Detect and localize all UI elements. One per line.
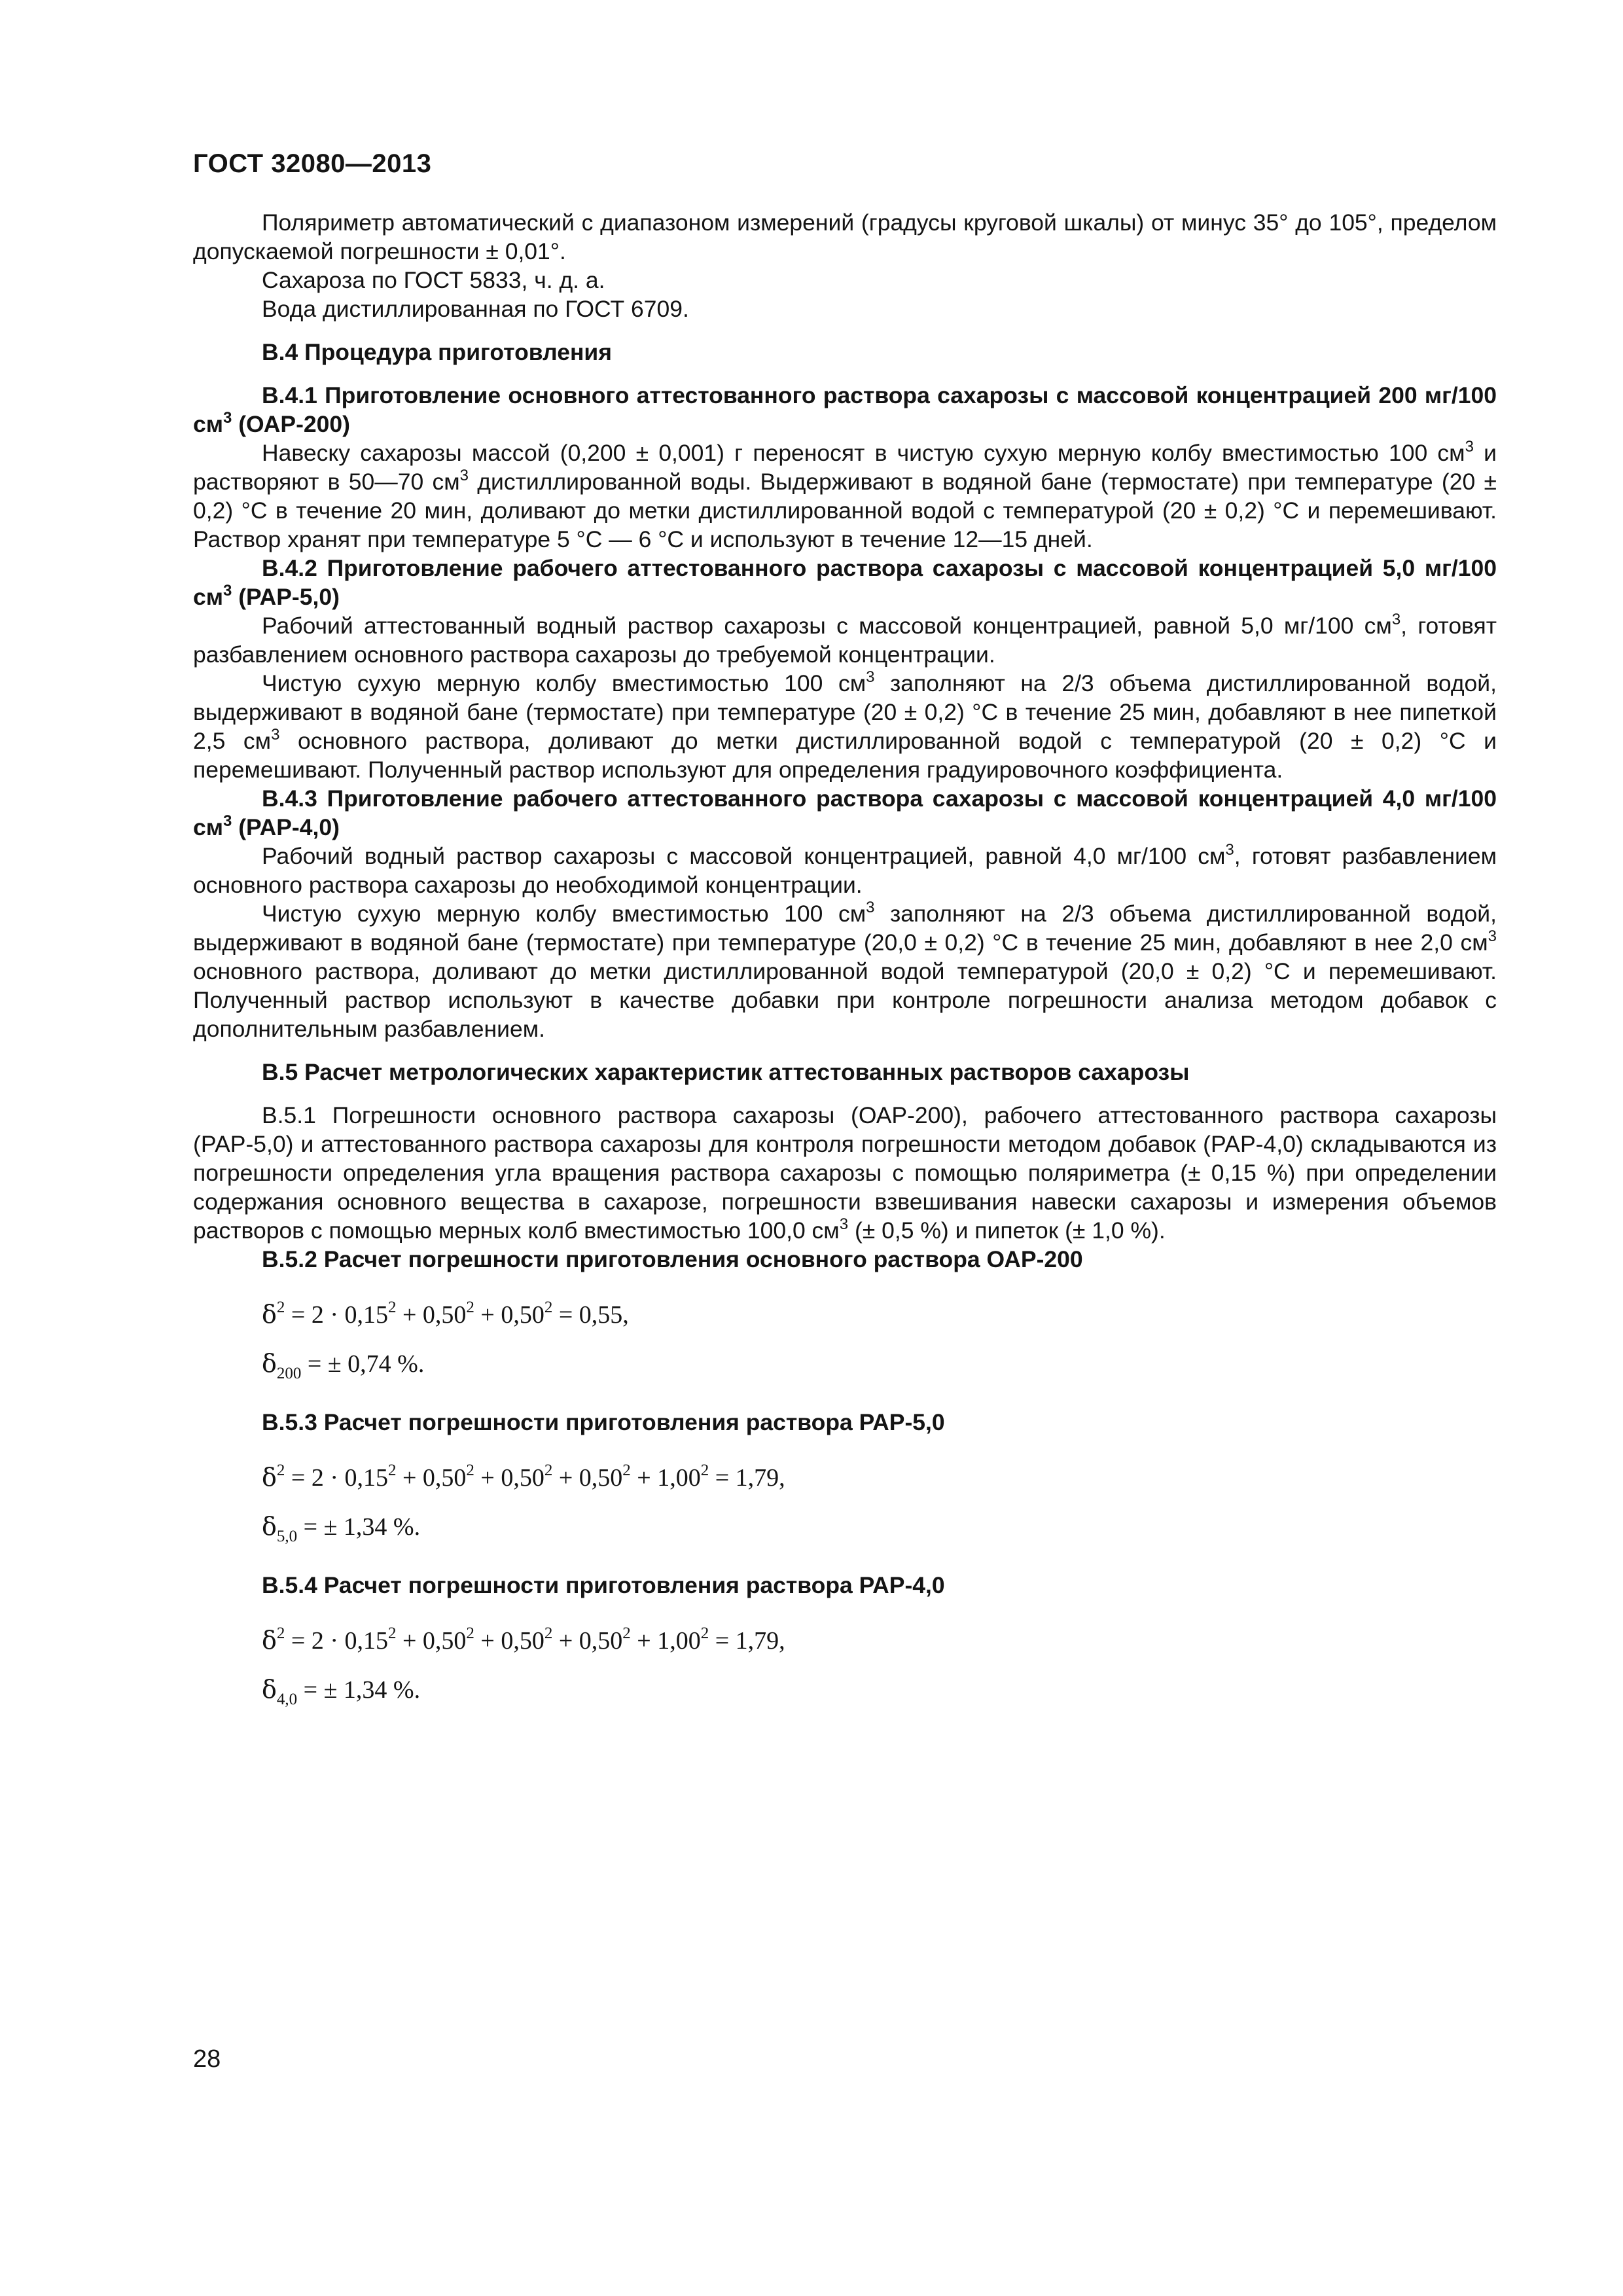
formula-b52-delta-squared: $\delta^2 = 2 \cdot 0,15^2 + 0,50^2 + 0,50^2 = 0,55$,: [262, 1299, 629, 1329]
paragraph-b42-2: Чистую сухую мерную колбу вместимостью 100 $см^3$ заполняют на 2/3 объема дистиллированной водой, выдерживают в водяной бане (термостате) при температуре (20 ± 0,2) °С в течение 25 мин, добавляют в нее пипеткой 2,5 $см^3$ основного раствора, доливают до метки дистиллированной водой с температурой (20 ± 0,2) °С и перемешивают. Полученный раствор используют для определения градуировочного коэффициента.: [193, 668, 1497, 783]
subsection-title-b42: В.4.2 Приготовление рабочего аттестованного раствора сахарозы с массовой концентрацией 5,0 мг/100 $см^3$ (РАР-5,0): [193, 555, 1497, 610]
document-body: [193, 208, 1497, 1708]
subsection-title-b52: В.5.2 Расчет погрешности приготовления основного раствора ОАР-200: [262, 1246, 1083, 1272]
document-header: ГОСТ 32080—2013: [193, 149, 432, 178]
section-title-b5: В.5 Расчет метрологических характеристик аттестованных растворов сахарозы: [262, 1059, 1190, 1085]
page-number: 28: [193, 2045, 221, 2073]
paragraph-b43-1: Рабочий водный раствор сахарозы с массовой концентрацией, равной 4,0 мг/100 $см^3$, готовят разбавлением основного раствора сахарозы до необходимой концентрации.: [193, 841, 1497, 898]
subsection-title-b53: В.5.3 Расчет погрешности приготовления раствора РАР-5,0: [262, 1409, 945, 1435]
formula-b53-delta-squared: $\delta^2 = 2 \cdot 0,15^2 + 0,50^2 + 0,50^2 + 0,50^2 + 1,00^2 = 1,79$,: [262, 1462, 785, 1492]
section-title-b4: В.4 Процедура приготовления: [262, 339, 612, 365]
subsection-title-b54: В.5.4 Расчет погрешности приготовления раствора РАР-4,0: [262, 1572, 945, 1598]
paragraph-b43-2: Чистую сухую мерную колбу вместимостью 100 $см^3$ заполняют на 2/3 объема дистиллированной водой, выдерживают в водяной бане (термостате) при температуре (20,0 ± 0,2) °С в течение 25 мин, добавляют в нее 2,0 $см^3$ основного раствора, доливают до метки дистиллированной водой температурой (20,0 ± 0,2) °С и перемешивают. Полученный раствор используют в качестве добавки при контроле погрешности анализа методом добавок с дополнительным разбавлением.: [193, 899, 1497, 1042]
paragraph-sucrose: Сахароза по ГОСТ 5833, ч. д. а.: [262, 267, 605, 293]
paragraph-b42-1: Рабочий аттестованный водный раствор сахарозы с массовой концентрацией, равной 5,0 мг/100 $см^3$, готовят разбавлением основного раствора сахарозы до требуемой концентрации.: [193, 611, 1497, 668]
paragraph-polarimeter: Поляриметр автоматический с диапазоном измерений (градусы круговой шкалы) от минус 35° до 105°, пределом допускаемой погрешности ± 0,01°.: [193, 209, 1497, 264]
formula-b54-delta-squared: $\delta^2 = 2 \cdot 0,15^2 + 0,50^2 + 0,50^2 + 0,50^2 + 1,00^2 = 1,79$,: [262, 1624, 785, 1655]
formula-b52-delta-value: $\delta_{200}$ = ± 0,74 %.: [262, 1349, 425, 1382]
paragraph-b41-1: Навеску сахарозы массой (0,200 ± 0,001) г переносят в чистую сухую мерную колбу вместимостью 100 $см^3$ и растворяют в 50—70 $см^3$ дистиллированной воды. Выдерживают в водяной бане (термостате) при температуре (20 ± 0,2) °С в течение 20 мин, доливают до метки дистиллированной водой с температурой (20 ± 0,2) °С и перемешивают. Раствор хранят при температуре 5 °С — 6 °С и используют в течение 12—15 дней.: [193, 438, 1497, 552]
paragraph-water: Вода дистиллированная по ГОСТ 6709.: [262, 296, 689, 322]
formula-b53-delta-value: $\delta_{5,0}$ = ± 1,34 %.: [262, 1512, 421, 1545]
paragraph-b51: В.5.1 Погрешности основного раствора сахарозы (ОАР-200), рабочего аттестованного раствора сахарозы (РАР-5,0) и аттестованного раствора сахарозы для контроля погрешности методом добавок (РАР-4,0) складываются из погрешности определения угла вращения раствора сахарозы с помощью поляриметра (± 0,15 %) при определении содержания основного вещества в сахарозе, погрешности взвешивания навески сахарозы и измерения объемов растворов с помощью мерных колб вместимостью 100,0 $см^3$ (± 0,5 %) и пипеток (± 1,0 %).: [193, 1102, 1497, 1244]
subsection-title-b43: В.4.3 Приготовление рабочего аттестованного раствора сахарозы с массовой концентрацией 4,0 мг/100 $см^3$ (РАР-4,0): [193, 785, 1497, 840]
subsection-title-b41: В.4.1 Приготовление основного аттестованного раствора сахарозы с массовой концентрацией 200 мг/100 $см^3$ (ОАР-200): [193, 382, 1497, 437]
formula-b54-delta-value: $\delta_{4,0}$ = ± 1,34 %.: [262, 1675, 421, 1708]
